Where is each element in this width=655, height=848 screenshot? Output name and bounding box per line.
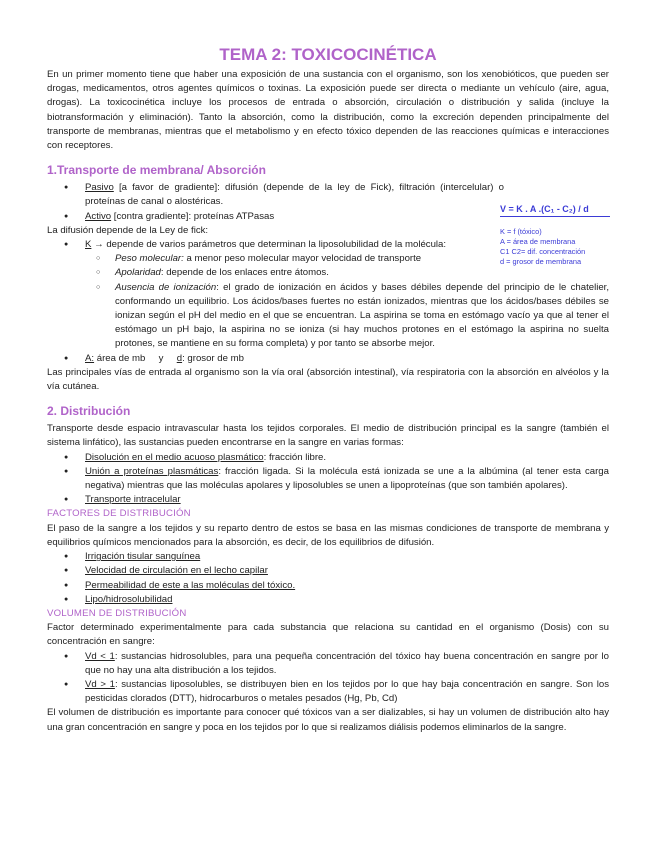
document-page xyxy=(47,44,609,735)
intro-paragraph: En un primer momento tiene que haber una exposición de una sustancia con el organismo, son los xenobióticos, que pueden ser drogas, medicamentos, otros agentes químicos o toxinas. La exposición puede ser directa o mediante un vehículo (aire, agua, drogas). La toxicocinética incluye los procesos de entrada o absorción, circulación o distribución y salida (incluye la biotransformación y eliminación). Tanto la absorción, como la distribución, como la excreción dependen principalmente del transporte de membranas, mientras que el metabolismo y en efecto tóxico dependen de las reacciones químicas e interacciones con receptores. xyxy=(47,69,609,152)
factores-heading: FACTORES DE DISTRIBUCIÓN xyxy=(47,508,191,520)
list-item: ● Vd > 1: sustancias liposolubles, se distribuyen bien en los tejidos por lo que hay baja concentración en sangre. Son los pesticidas clorados (DTT), hidrocarburos o metales pesados (Hg, Pb, Cd) xyxy=(85,678,609,706)
fick-formula: V = K . A .(C₁ - C₂) / d xyxy=(500,204,610,217)
section-heading-distribucion: 2. Distribución xyxy=(47,404,131,419)
fick-formula-box xyxy=(500,204,610,267)
section-heading-absorcion: 1.Transporte de membrana/ Absorción xyxy=(47,163,266,178)
list-item: ● Irrigación tisular sanguínea xyxy=(85,550,609,564)
list-item: ● Permeabilidad de este a las moléculas del tóxico. xyxy=(85,579,609,593)
list-item-activo: ● Activo [contra gradiente]: proteínas ATPasas xyxy=(85,210,504,224)
fick-line: La difusión depende de la Ley de fick: xyxy=(47,224,209,236)
factores-intro: El paso de la sangre a los tejidos y su reparto dentro de estos se basa en las mismas condiciones de transporte de membrana y equilibrios químicos mencionados para la absorción, es decir, de los equilibrios de difusión. xyxy=(47,522,609,548)
formula-legend xyxy=(500,227,610,267)
sublist-item: ○ Peso molecular: a menor peso molecular mayor velocidad de transporte xyxy=(115,252,489,266)
list-item: ● Unión a proteínas plasmáticas: fracción ligada. Si la molécula está ionizada se une a la albúmina (al tener esta carga negativa) mientras que las moléculas apolares y liposolubles se unen a lipoproteínas (que son también apolares). xyxy=(85,465,609,493)
volumen-intro: Factor determinado experimentalmente para cada substancia que relaciona su cantidad en el organismo (Dosis) con su concentración en sangre: xyxy=(47,622,609,648)
list-item: ● Vd < 1: sustancias hidrosolubles, para una pequeña concentración del tóxico hay buena concentración en sangre por lo que no hay una alta distribución a los tejidos. xyxy=(85,650,609,678)
sublist-item: ○ Apolaridad: depende de los enlaces entre átomos. xyxy=(115,266,489,280)
list-item: ● Disolución en el medio acuoso plasmático: fracción libre. xyxy=(85,451,609,465)
volumen-heading: VOLUMEN DE DISTRIBUCIÓN xyxy=(47,607,187,619)
page-title: TEMA 2: TOXICOCINÉTICA xyxy=(219,45,437,64)
legend-line: A = área de membrana xyxy=(500,237,576,246)
list-item: ● Transporte intracelular xyxy=(85,493,609,507)
vd-list xyxy=(47,650,609,707)
list-item: ● Lipo/hidrosolubilidad xyxy=(85,593,609,607)
list-item-k: ● K → depende de varios parámetros que determinan la liposolubilidad de la molécula: ○ Peso molecular: a menor peso molecular mayor velocidad de transporte ○ Apolaridad: depende de los enlaces entre átomos. ○ Ausencia de ionización: el grado de ionización en ácidos y bases débiles depende del principio de le chatelier, conformando un equilibrio. Los ácidos/bases fuertes no están ionizados, mientras que los ácidos/bases débiles se ionizan según el pH del medio en el que se encuentran. La aspirina se toma en estómago vacío ya que al tener el estómago un pH bajo, la aspirina no se ioniza (si hay muchos protones en el estómago la aspirina no suelta protones, se mantiene en su forma completa) y por tanto se absorbe mejor. xyxy=(85,238,609,352)
legend-line: C1 C2= dif. concentración xyxy=(500,247,586,256)
legend-line: d = grosor de membrana xyxy=(500,257,582,266)
sublist-item: ○ Ausencia de ionización: el grado de ionización en ácidos y bases débiles depende del principio de le chatelier, conformando un equilibrio. Los ácidos/bases fuertes no están ionizados, mientras que los ácidos/bases débiles se ionizan según el pH del medio en el que se encuentran. La aspirina se toma en estómago vacío ya que al tener el estómago un pH bajo, la aspirina no se ioniza (si hay muchos protones en el estómago la aspirina no suelta protones, se mantiene en su forma completa) y por tanto se absorbe mejor. xyxy=(115,281,609,352)
factores-list xyxy=(47,550,609,607)
distribucion-intro: Transporte desde espacio intravascular hasta los tejidos corporales. El medio de distribución principal es la sangre (también el sistema linfático), las sustancias pueden encontrarse en la sangre en varias formas: xyxy=(47,423,609,449)
forms-list xyxy=(47,451,609,508)
legend-line: K = f (tóxico) xyxy=(500,227,542,236)
closing-paragraph: El volumen de distribución es importante para conocer qué tóxicos van a ser dializables, si hay un volumen de distribución alto hay una gran concentración en sangre y poca en los tejidos por lo que si realizamos diálisis podemos eliminarlos de la sangre. xyxy=(47,707,609,733)
vias-paragraph: Las principales vías de entrada al organismo son la vía oral (absorción intestinal), vía respiratoria con la absorción en alvéolos y la vía cutánea. xyxy=(47,366,609,393)
list-item: ● Velocidad de circulación en el lecho capilar xyxy=(85,564,609,578)
list-item-pasivo: ● Pasivo [a favor de gradiente]: difusión (depende de la ley de Fick), filtración (intercelular) o proteínas de canal o alostéricas. xyxy=(85,181,504,209)
list-item-a-d: ● A: área de mb y d: grosor de mb xyxy=(85,352,609,366)
